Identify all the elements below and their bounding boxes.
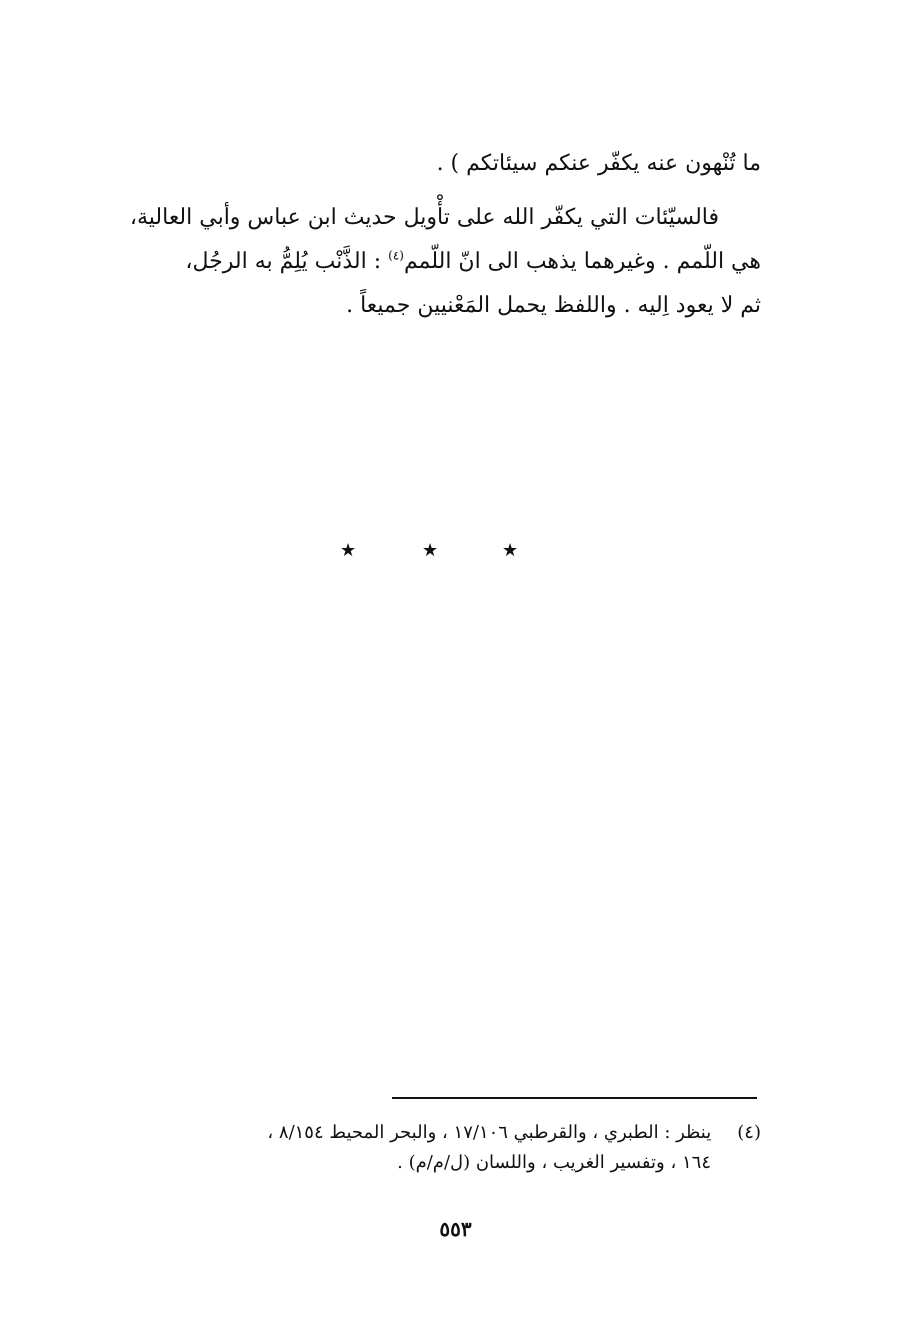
section-separator <box>330 536 530 566</box>
star-icon: ★ <box>422 540 439 561</box>
body-paragraph <box>101 196 761 328</box>
footnote-reference[interactable]: (٤) <box>388 248 404 263</box>
footnote-line-1 <box>101 1118 761 1148</box>
paragraph-line-2-end: : الذَّنْب يُلِمُّ به الرجُل، <box>185 249 389 274</box>
footnote-divider <box>392 1097 757 1099</box>
footnote-line-2: ١٦٤ ، وتفسير الغريب ، واللسان (ل/م/م) . <box>397 1152 711 1173</box>
paragraph-line-2 <box>101 240 761 284</box>
paragraph-line-2-start: هي اللّمم . وغيرهما يذهب الى انّ اللّمم <box>403 249 761 274</box>
paragraph-line-1: فالسيّئات التي يكفّر الله على تأْويل حديث ابن عباس وأبي العالية، <box>129 205 719 230</box>
star-icon: ★ <box>340 540 357 561</box>
star-icon: ★ <box>502 540 519 561</box>
footnote-text-1: ينظر : الطبري ، والقرطبي ١٧/١٠٦ ، والبحر المحيط ٨/١٥٤ ، <box>267 1122 712 1143</box>
page-number: ٥٥٣ <box>439 1217 472 1241</box>
footnote-number: (٤) <box>737 1122 761 1143</box>
footnote <box>101 1118 761 1178</box>
paragraph-line-3: ثم لا يعود اِليه . واللفظ يحمل المَعْنيين جميعاً . <box>346 293 761 318</box>
verse-line: ما تُنْهون عنه يكفّر عنكم سيئاتكم ) . <box>436 151 761 176</box>
